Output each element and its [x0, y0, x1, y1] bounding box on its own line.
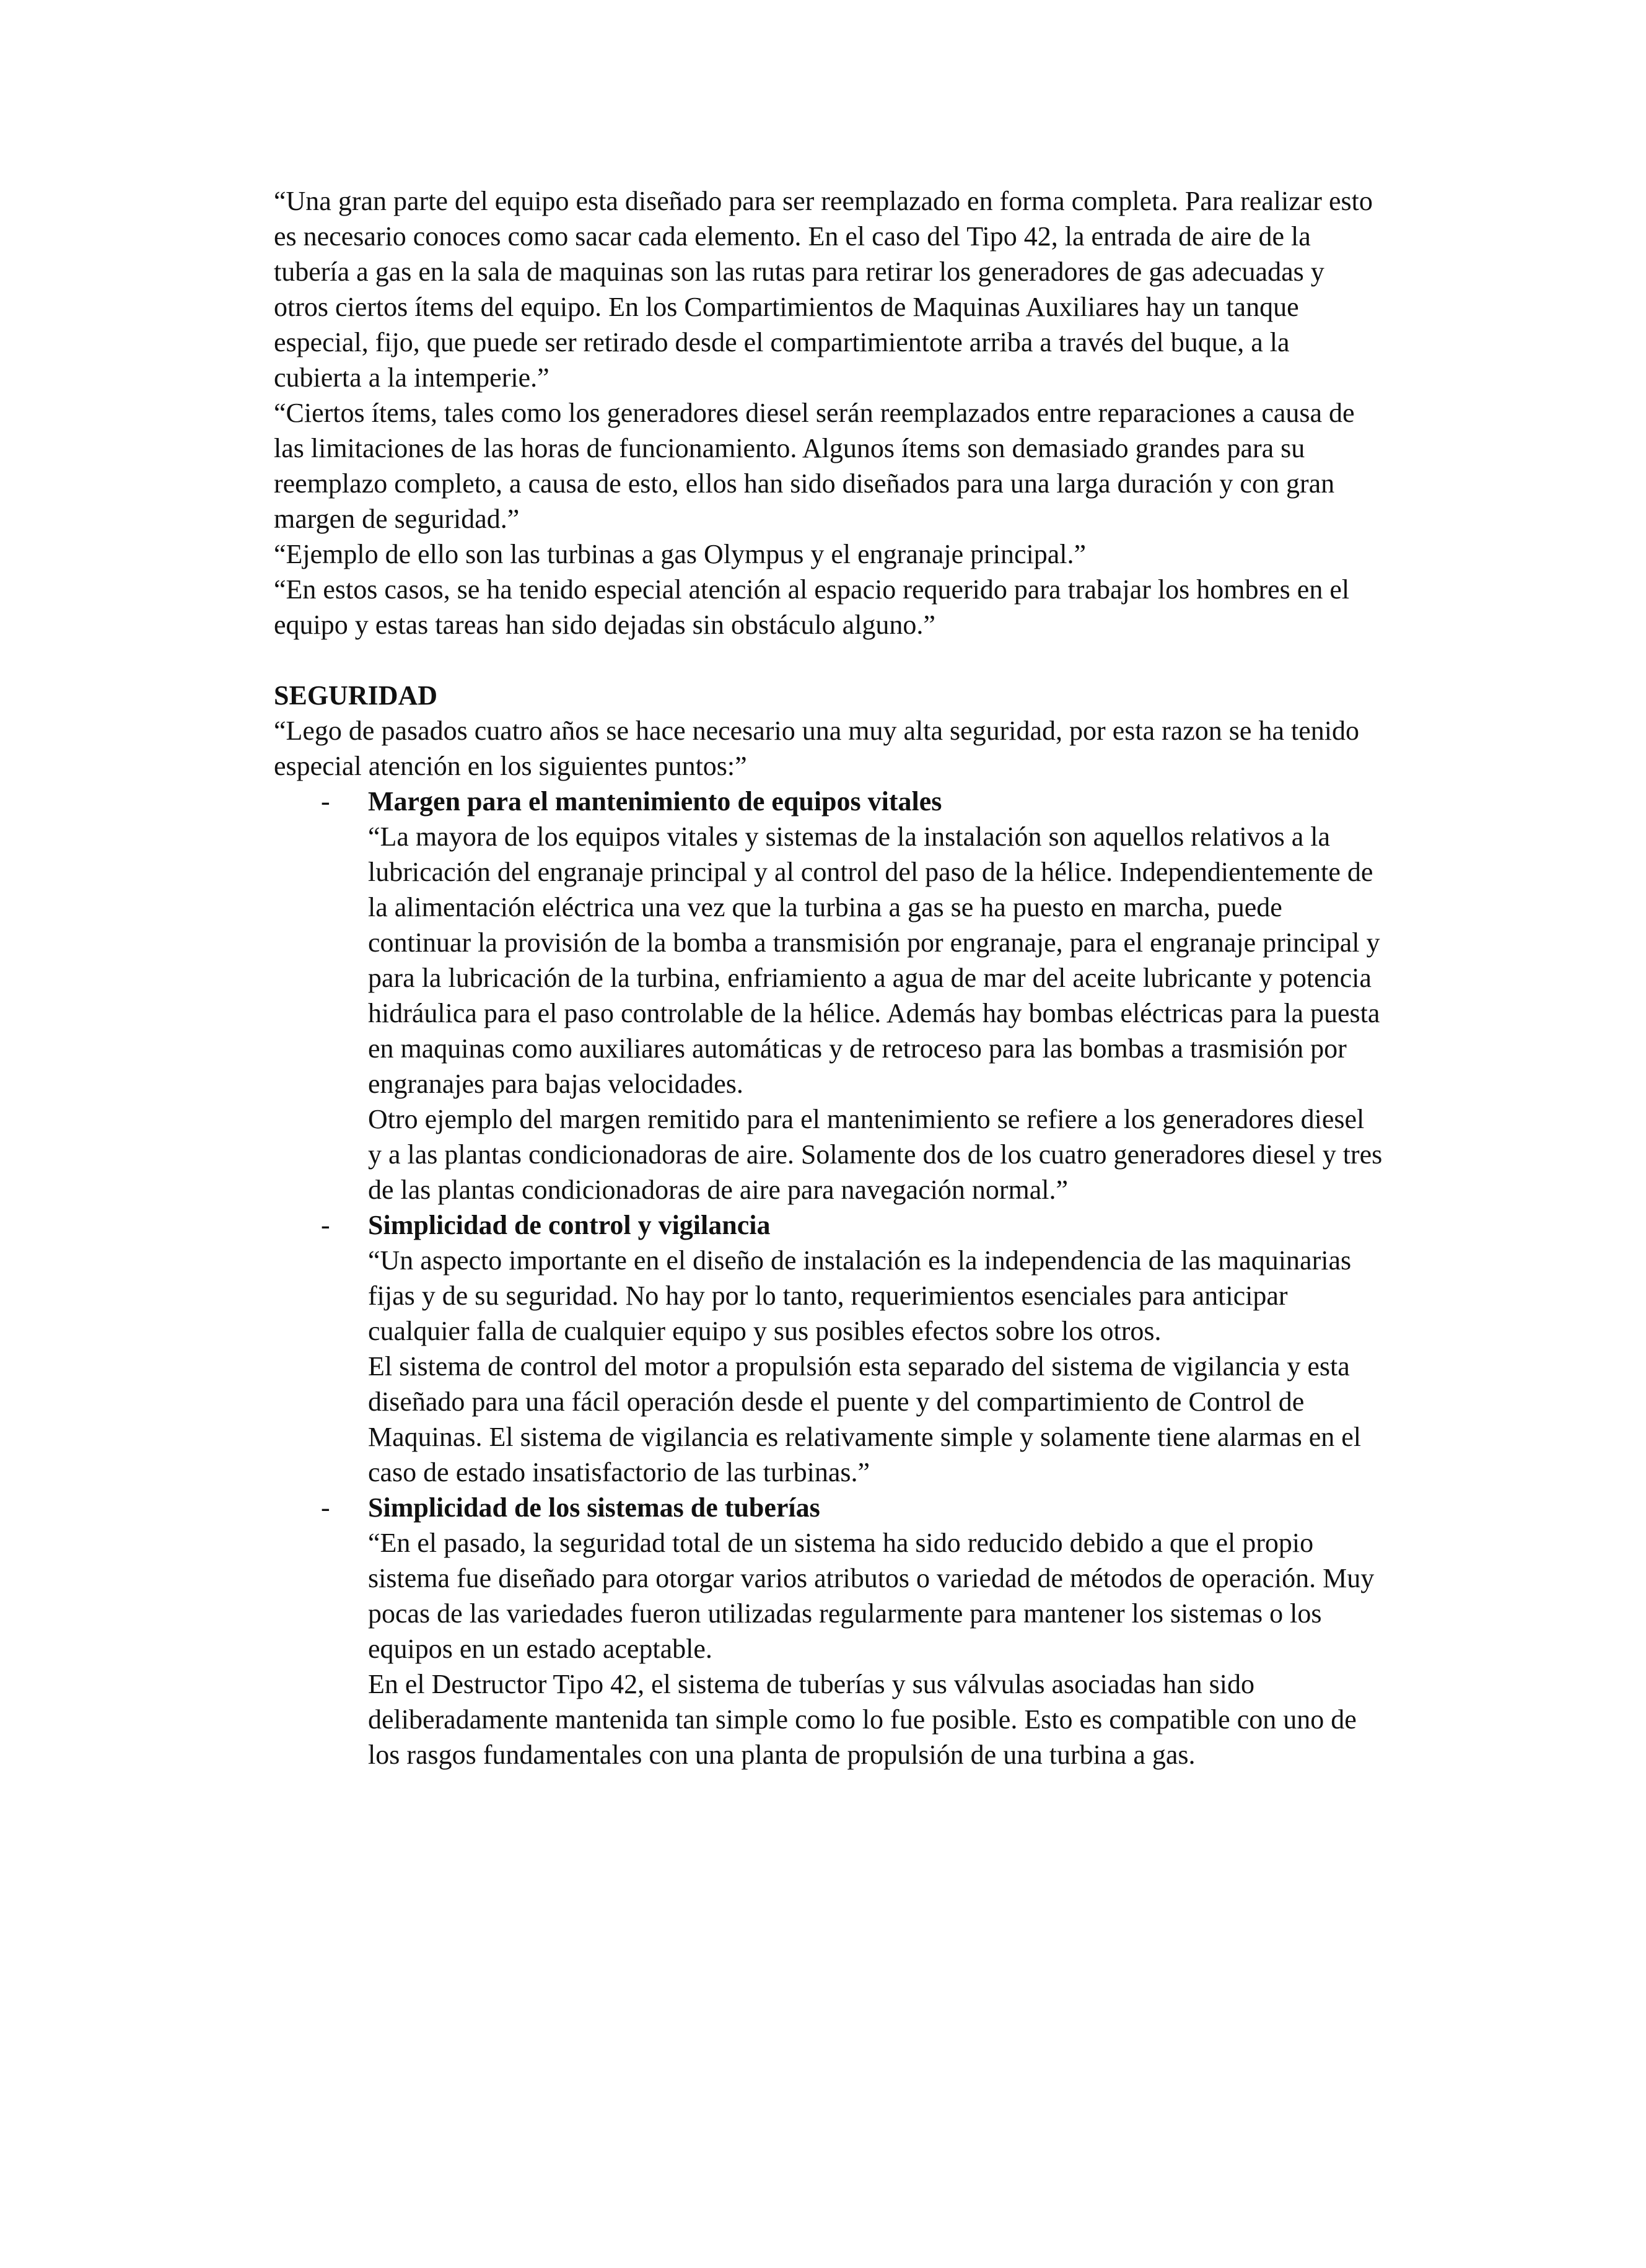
- list-item-paragraph: “La mayora de los equipos vitales y sistemas de la instalación son aquellos relativos a la lubricación del engranaje principal y al control del paso de la hélice. Independientemente de la alimentación eléctrica una vez que la turbina a gas se ha puesto en marcha, puede continuar la provisión de la bomba a transmisión por engranaje, para el engranaje principal y para la lubricación de la turbina, enfriamiento a agua de mar del aceite lubricante y potencia hidráulica para el paso controlable de la hélice. Además hay bombas eléctricas para la puesta en maquinas como auxiliares automáticas y de retroceso para las bombas a trasmisión por engranajes para bajas velocidades.: [368, 821, 1380, 1099]
- list-item-title: Simplicidad de control y vigilancia: [368, 1210, 771, 1240]
- section-intro: “Lego de pasados cuatro años se hace necesario una muy alta seguridad, por esta razon se ha tenido especial atención en los siguientes puntos:”: [274, 716, 1359, 781]
- section-heading: SEGURIDAD: [274, 680, 438, 711]
- spacer: [274, 642, 1383, 678]
- list-item: [274, 1207, 1383, 1490]
- list-item-paragraph: “En el pasado, la seguridad total de un sistema ha sido reducido debido a que el propio sistema fue diseñado para otorgar varios atributos o variedad de métodos de operación. Muy pocas de las variedades fueron utilizadas regularmente para mantener los sistemas o los equipos en un estado aceptable.: [368, 1528, 1375, 1664]
- intro-paragraph: “Ejemplo de ello son las turbinas a gas Olympus y el engranaje principal.”: [274, 539, 1087, 569]
- intro-paragraph: “Ciertos ítems, tales como los generadores diesel serán reemplazados entre reparaciones a causa de las limitaciones de las horas de funcionamiento. Algunos ítems son demasiado grandes para su reemplazo completo, a causa de esto, ellos han sido diseñados para una larga duración y con gran margen de seguridad.”: [274, 398, 1355, 534]
- list-item-title: Margen para el mantenimiento de equipos vitales: [368, 786, 942, 817]
- list-item: [274, 1490, 1383, 1772]
- intro-paragraph: “Una gran parte del equipo esta diseñado para ser reemplazado en forma completa. Para realizar esto es necesario conoces como sacar cada elemento. En el caso del Tipo 42, la entrada de aire de la tubería a gas en la sala de maquinas son las rutas para retirar los generadores de gas adecuadas y otros ciertos ítems del equipo. En los Compartimientos de Maquinas Auxiliares hay un tanque especial, fijo, que puede ser retirado desde el compartimientote arriba a través del buque, a la cubierta a la intemperie.”: [274, 186, 1373, 393]
- list-item-paragraph: El sistema de control del motor a propulsión esta separado del sistema de vigilancia y esta diseñado para una fácil operación desde el puente y del compartimiento de Control de Maquinas. El sistema de vigilancia es relativamente simple y solamente tiene alarmas en el caso de estado insatisfactorio de las turbinas.”: [368, 1351, 1362, 1487]
- list-item-paragraph: “Un aspecto importante en el diseño de instalación es la independencia de las maquinarias fijas y de su seguridad. No hay por lo tanto, requerimientos esenciales para anticipar cualquier falla de cualquier equipo y sus posibles efectos sobre los otros.: [368, 1245, 1352, 1346]
- bullet-dash: -: [321, 1210, 330, 1240]
- list-item-paragraph: En el Destructor Tipo 42, el sistema de tuberías y sus válvulas asociadas han sido deliberadamente mantenida tan simple como lo fue posible. Esto es compatible con uno de los rasgos fundamentales con una planta de propulsión de una turbina a gas.: [368, 1669, 1357, 1770]
- bullet-dash: -: [321, 786, 330, 817]
- list-item-paragraph: Otro ejemplo del margen remitido para el mantenimiento se refiere a los generadores diesel y a las plantas condicionadoras de aire. Solamente dos de los cuatro generadores diesel y tres de las plantas condicionadoras de aire para navegación normal.”: [368, 1104, 1383, 1205]
- document-page: [274, 183, 1383, 1772]
- list-item: [274, 784, 1383, 1207]
- bullet-dash: -: [321, 1492, 330, 1523]
- intro-paragraph: “En estos casos, se ha tenido especial atención al espacio requerido para trabajar los hombres en el equipo y estas tareas han sido dejadas sin obstáculo alguno.”: [274, 574, 1350, 640]
- list-item-title: Simplicidad de los sistemas de tuberías: [368, 1492, 820, 1523]
